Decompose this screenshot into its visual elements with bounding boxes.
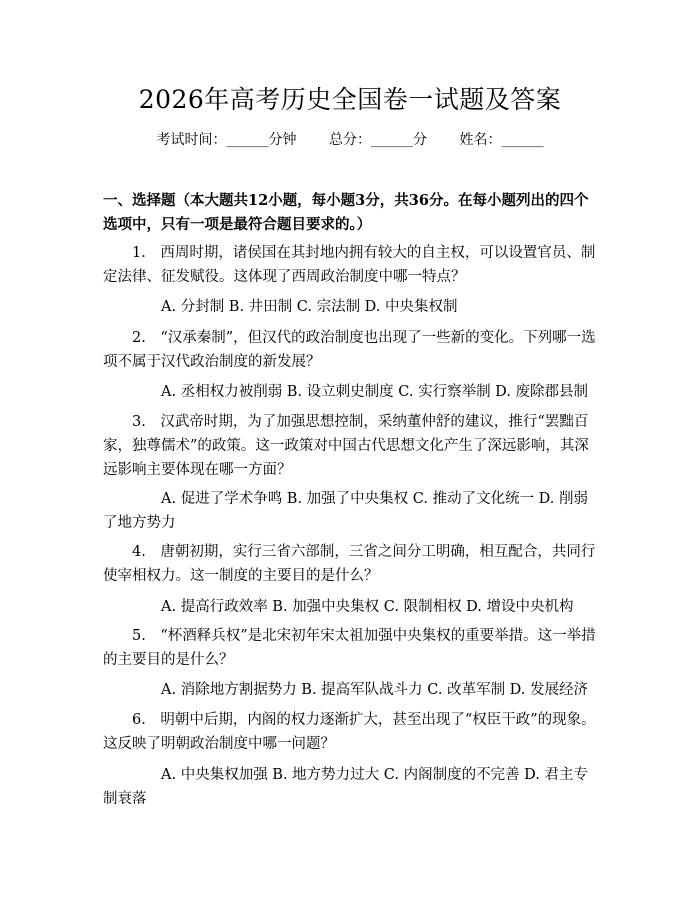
- question-3-options: A. 促进了学术争鸣 B. 加强了中央集权 C. 推动了文化统一 D. 削弱了地方势力: [103, 491, 589, 531]
- question-1-text: 1. 西周时期，诸侯国在其封地内拥有较大的自主权，可以设置官员、制定法律、征发赋役。这体现了西周政治制度中哪一特点？: [103, 245, 596, 285]
- section-heading: 一、选择题（本大题共12小题，每小题3分，共36分。在每小题列出的四个选项中，只有一项是最符合题目要求的。）: [103, 192, 589, 233]
- document-title: 2026年高考历史全国卷一试题及答案: [138, 85, 562, 114]
- exam-meta-line: [0, 130, 700, 150]
- question-5-options: A. 消除地方割据势力 B. 提高军队战斗力 C. 改革军制 D. 发展经济: [161, 682, 589, 698]
- question-6-options: A. 中央集权加强 B. 地方势力过大 C. 内阁制度的不完善 D. 君主专制衰落: [103, 767, 589, 807]
- question-4-text: 4. 唐朝初期，实行三省六部制，三省之间分工明确，相互配合，共同行使宰相权力。这一制度的主要目的是什么？: [103, 544, 596, 584]
- question-4-options: A. 提高行政效率 B. 加强中央集权 C. 限制相权 D. 增设中央机构: [161, 599, 574, 615]
- total-score-field: 总分：______分: [329, 132, 427, 148]
- question-3-text: 3. 汉武帝时期，为了加强思想控制，采纳董仲舒的建议，推行“罢黜百家，独尊儒术”的政策。这一政策对中国古代思想文化产生了深远影响，其深远影响主要体现在哪一方面？: [103, 414, 589, 478]
- student-name-field: 姓名：______: [459, 132, 544, 148]
- question-2-text: 2. “汉承秦制”，但汉代的政治制度也出现了一些新的变化。下列哪一选项不属于汉代政治制度的新发展？: [103, 330, 596, 370]
- question-1-options: A. 分封制 B. 井田制 C. 宗法制 D. 中央集权制: [161, 299, 458, 315]
- question-6-text: 6. 明朝中后期，内阁的权力逐渐扩大，甚至出现了“权臣干政”的现象。这反映了明朝政治制度中哪一问题？: [103, 712, 596, 752]
- question-5-text: 5. “杯酒释兵权”是北宋初年宋太祖加强中央集权的重要举措。这一举措的主要目的是什么？: [103, 628, 596, 668]
- question-2-options: A. 丞相权力被削弱 B. 设立刺史制度 C. 实行察举制 D. 废除郡县制: [161, 384, 589, 400]
- exam-time-field: 考试时间：______分钟: [156, 132, 297, 148]
